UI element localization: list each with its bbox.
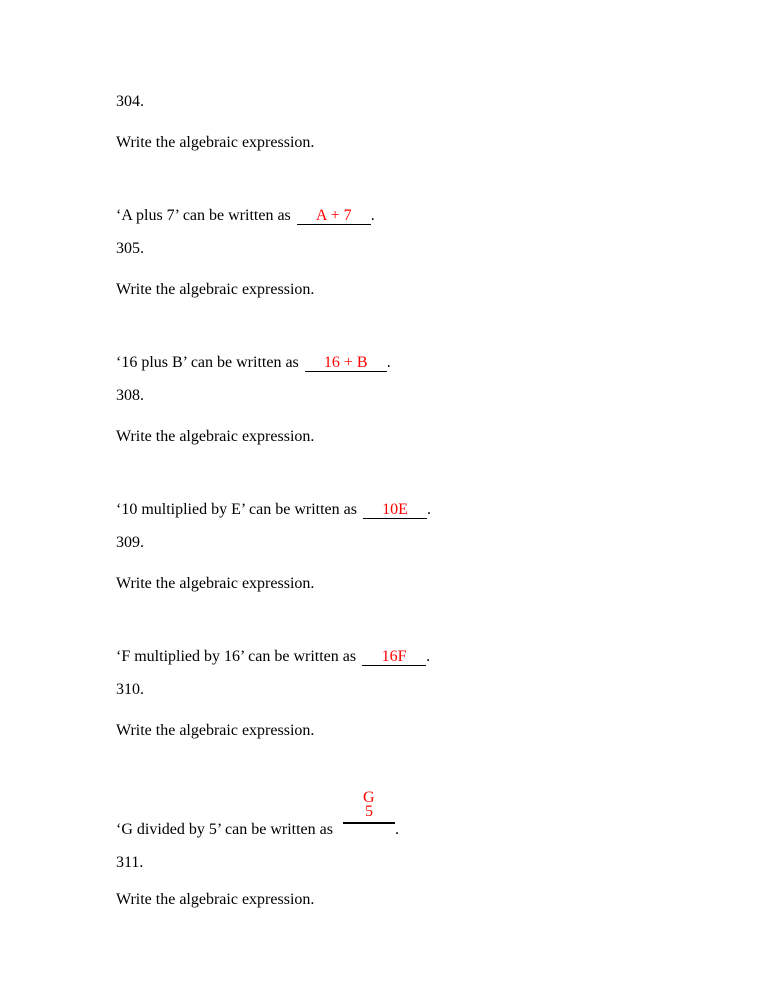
question-instruction: Write the algebraic expression. bbox=[116, 575, 315, 592]
answer-text: A + 7 bbox=[315, 207, 352, 224]
answer-text: 10E bbox=[382, 501, 408, 518]
answer-blank bbox=[362, 648, 426, 666]
answer-blank bbox=[305, 354, 387, 372]
answer-text: 16 + B bbox=[323, 354, 368, 371]
question-number: 310. bbox=[116, 681, 144, 698]
sentence-end: . bbox=[426, 501, 431, 518]
question-prompt-line bbox=[116, 647, 430, 667]
sentence-end: . bbox=[394, 821, 399, 838]
answer-fraction bbox=[343, 789, 395, 834]
question-number: 308. bbox=[116, 387, 144, 404]
question-number: 311. bbox=[116, 854, 144, 871]
sentence-end: . bbox=[370, 207, 375, 224]
answer-text: 16F bbox=[381, 648, 407, 665]
question-number: 304. bbox=[116, 93, 144, 110]
sentence-end: . bbox=[386, 354, 391, 371]
sentence-end: . bbox=[426, 648, 431, 665]
question-number: 309. bbox=[116, 534, 144, 551]
question-prompt-line bbox=[116, 789, 399, 840]
question-prompt-line bbox=[116, 353, 391, 373]
fraction-numerator: G bbox=[362, 789, 375, 806]
question-instruction: Write the algebraic expression. bbox=[116, 281, 315, 298]
fraction-denominator: 5 bbox=[364, 803, 373, 820]
question-number: 305. bbox=[116, 240, 144, 257]
answer-blank bbox=[297, 207, 371, 225]
question-prompt: ‘16 plus B’ can be written as bbox=[116, 354, 299, 371]
question-instruction: Write the algebraic expression. bbox=[116, 134, 315, 151]
question-instruction: Write the algebraic expression. bbox=[116, 428, 315, 445]
question-prompt: ‘F multiplied by 16’ can be written as bbox=[116, 648, 357, 665]
question-prompt: ‘A plus 7’ can be written as bbox=[116, 207, 291, 224]
question-instruction: Write the algebraic expression. bbox=[116, 891, 315, 908]
answer-blank bbox=[363, 501, 427, 519]
question-instruction: Write the algebraic expression. bbox=[116, 722, 315, 739]
question-prompt: ‘10 multiplied by E’ can be written as bbox=[116, 501, 357, 518]
question-prompt: ‘G divided by 5’ can be written as bbox=[116, 821, 333, 838]
question-prompt-line bbox=[116, 500, 431, 520]
answer-blank-rule bbox=[343, 822, 395, 824]
question-prompt-line bbox=[116, 206, 375, 226]
